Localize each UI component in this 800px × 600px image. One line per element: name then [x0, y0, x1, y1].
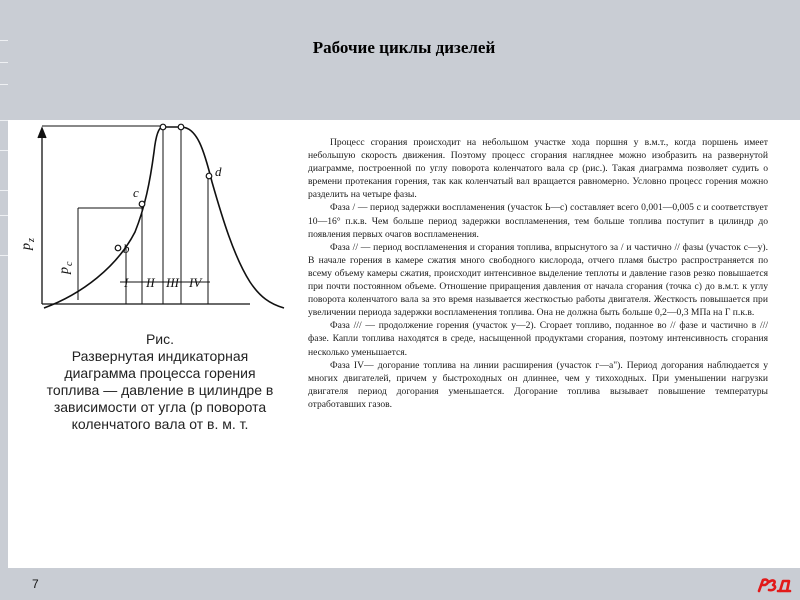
paragraph: Фаза IV— догорание топлива на линии расширения (участок г—а"). Период догорания наблюдается у многих двигателей, причем у быстроходных он длиннее, чем у тихоходных. При уменьшении нагрузки двигателя период догорания уменьшается. Догорание топлива вызывает повышение температуры отработавших газов. — [308, 359, 768, 410]
point-top-right-marker — [178, 124, 184, 130]
label-pz-sub: z — [26, 238, 37, 242]
label-phase-4: IV — [189, 275, 202, 290]
label-phase-1: I — [124, 275, 129, 290]
figure-caption — [40, 331, 280, 433]
paragraph: Фаза / — период задержки воспламенения (участок Ь—с) составляет всего 0,001—0,005 с и соответствует 10—16° п.к.в. Чем больше период задержки воспламенения, тем больше топлива поступит в цилиндр до появления первых очагов воспламенения. — [308, 202, 768, 240]
caption-line-1: Рис. — [145, 331, 175, 347]
y-axis-arrow — [38, 128, 46, 138]
rzd-logo-icon — [756, 577, 790, 593]
indicator-diagram — [19, 122, 290, 322]
point-top-left-marker — [160, 124, 166, 130]
label-pz: p — [19, 243, 34, 250]
point-c-marker — [139, 201, 145, 207]
point-b-marker — [115, 245, 121, 251]
label-point-c: c — [133, 185, 139, 200]
body-text — [308, 136, 768, 411]
label-phase-2: II — [146, 275, 155, 290]
page-number: 7 — [32, 577, 39, 591]
label-point-d: d — [215, 164, 222, 179]
label-pc: p — [57, 267, 72, 274]
slide-footer — [8, 568, 800, 600]
paragraph: Процесс сгорания происходит на небольшом участке хода поршня у в.м.т., когда поршень имеет небольшую скорость движения. Поэтому процесс сгорания нагляднее можно изобразить на развернутой диаграмме, построенной по углу поворота коленчатого вала ср (рис.). Такая диаграмма позволяет судить о времени протекания горения, так как коленчатый вал вращается равномерно. Условно процесс горения можно разделить на четыре фазы. — [308, 137, 768, 201]
slide-header — [8, 0, 800, 120]
left-decor-strip — [0, 0, 8, 600]
label-pc-sub: c — [64, 261, 75, 266]
paragraph: Фаза /// — продолжение горения (участок у—2). Сгорает топливо, поданное во // фазе и частично в /// фазе. Капли топлива находятся в среде, насыщенной продуктами сгорания, поэтому интенсивность сгорания несколько уменьшается. — [308, 320, 768, 358]
label-point-b: b — [123, 241, 130, 256]
label-phase-3: III — [166, 275, 179, 290]
pressure-curve — [44, 127, 284, 308]
point-d-marker — [206, 173, 212, 179]
caption-line-2: Развернутая индикаторная диаграмма процесса горения топлива — давление в цилиндре в зависимости от угла (р поворота коленчатого вала от в. м. т. — [46, 348, 274, 432]
page-title: Рабочие циклы дизелей — [312, 38, 496, 57]
paragraph: Фаза // — период воспламенения и сгорания топлива, впрыснутого за / и частично // фазы (участок с—у). В начале горения в камере сжатия много свободного кислорода, отчего пламя быстро распространяется по всему объему камеры сжатия, происходит интенсивное выделение теплоты и давление газов резко повышается при почти постоянном объеме. Отношение приращения давления от начала сгорания (точка с) до в.м.т. к углу поворота коленчатого вала за это время называется жесткостью работы двигателя. Жесткость повышается при увеличении периода задержки воспламенения топлива. Она не должна быть больше 0,2—0,3 МПа на Г п.к.в. — [308, 241, 768, 319]
